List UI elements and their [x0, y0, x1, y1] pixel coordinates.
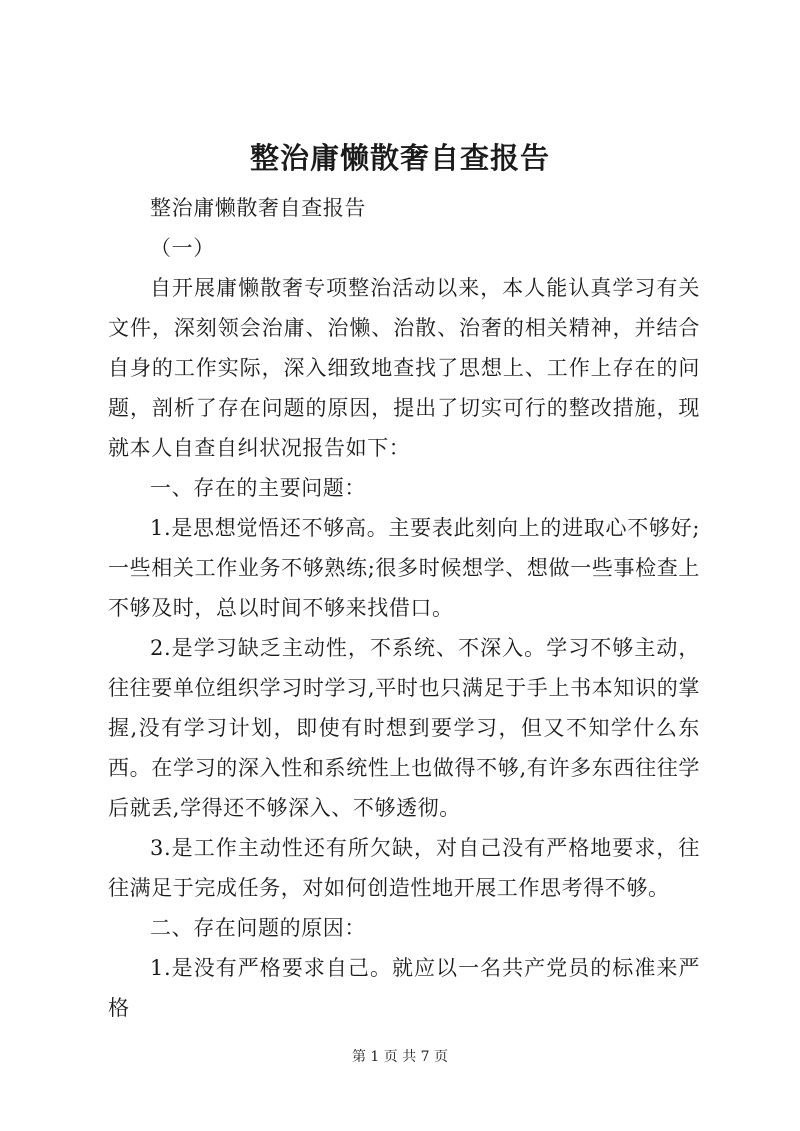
paragraph-subtitle: 整治庸懒散奢自查报告: [150, 196, 366, 220]
paragraph-problem-3: 3.是工作主动性还有所欠缺，对自己没有严格地要求，往往满足于完成任务，对如何创造性地开展工作思考得不够。: [108, 836, 700, 900]
document-body: [108, 188, 700, 1028]
paragraph-problem-2: 2.是学习缺乏主动性，不系统、不深入。学习不够主动，往往要单位组织学习时学习,平时也只满足于手上书本知识的掌握,没有学习计划，即使有时想到要学习，但又不知学什么东西。在学习的深入性和系统性上也做得不够,有许多东西往往学后就丢,学得还不够深入、不够透彻。: [108, 636, 700, 820]
paragraph-intro: 自开展庸懒散奢专项整治活动以来，本人能认真学习有关文件，深刻领会治庸、治懒、治散、治奢的相关精神，并结合自身的工作实际，深入细致地查找了思想上、工作上存在的问题，剖析了存在问题的原因，提出了切实可行的整改措施，现就本人自查自纠状况报告如下：: [108, 276, 700, 460]
document-title: 整治庸懒散奢自查报告: [249, 141, 550, 175]
paragraph-problem-1: 1.是思想觉悟还不够高。主要表此刻向上的进取心不够好;一些相关工作业务不够熟练;很多时候想学、想做一些事检查上不够及时，总以时间不够来找借口。: [108, 516, 700, 620]
paragraph-section-number: （一）: [150, 236, 215, 260]
paragraph-cause-1: 1.是没有严格要求自己。就应以一名共产党员的标准来严格: [108, 956, 700, 1020]
page-number-footer: 第 1 页 共 7 页: [351, 1049, 449, 1065]
heading-problem-causes: 二、存在问题的原因：: [150, 916, 366, 940]
heading-main-problems: 一、存在的主要问题：: [150, 476, 366, 500]
